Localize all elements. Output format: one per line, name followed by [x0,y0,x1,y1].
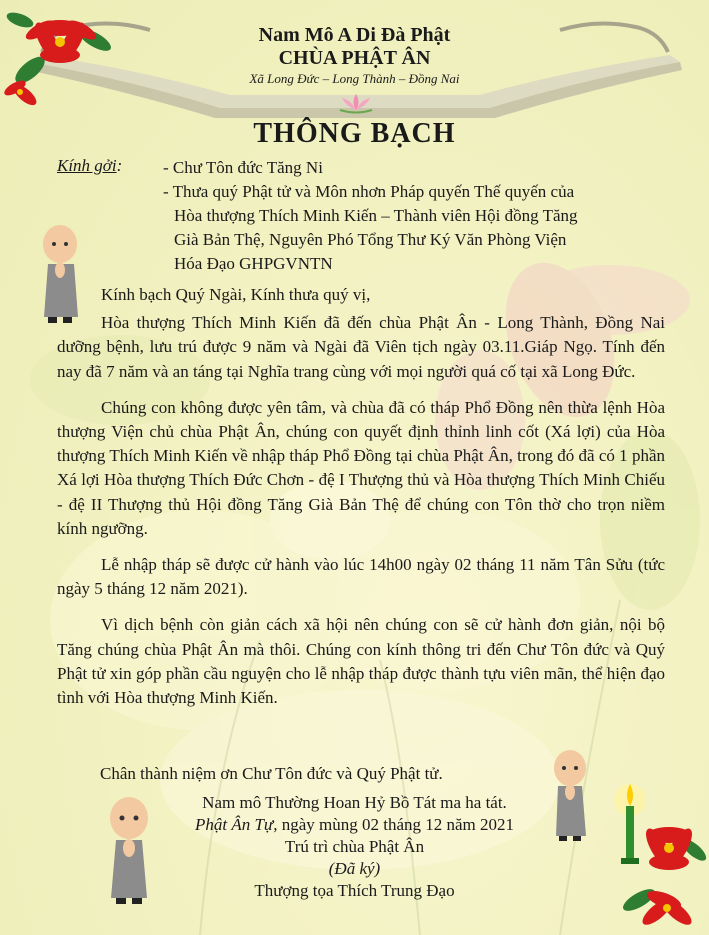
child-monk-icon [104,794,154,909]
lotus-icon [336,92,376,114]
notice-body [57,283,665,722]
poinsettia-flower-icon [0,0,130,115]
recipient-list [163,156,683,276]
recipient-label: Kính gởi: [57,156,123,175]
signature-namo: Nam mô Thường Hoan Hỷ Bồ Tát ma ha tát. [202,793,507,812]
recipient-line: - Thưa quý Phật tử và Môn nhơn Pháp quyến Thế quyến của [163,182,575,201]
signature-place: Phật Ân Tự, [194,815,278,834]
signature-date: ngày mùng 02 tháng 12 năm 2021 [277,815,515,834]
header-namo: Nam Mô A Di Đà Phật [258,24,451,46]
paragraph: Hòa thượng Thích Minh Kiến đã đến chùa Phật Ân - Long Thành, Đồng Nai dưỡng bệnh, lưu trú được 9 năm và Ngài đã Viên tịch ngày 03.11.Giáp Ngọ. Tính đến nay đã 7 năm và an táng tại Nghĩa trang cùng với mọi người quá cố tại xã Long Đức. [57,313,665,381]
signature-role: Trú trì chùa Phật Ân [284,837,425,856]
recipient-line: Hòa thượng Thích Minh Kiến – Thành viên Hội đồng Tăng [174,206,578,225]
child-monk-icon [548,748,593,843]
recipient-line: - Chư Tôn đức Tăng Ni [163,158,323,177]
child-monk-icon [38,222,83,327]
paragraph: Vì dịch bệnh còn giản cách xã hội nên chúng con sẽ cử hành đơn giản, nội bộ Tăng chúng chùa Phật Ân mà thôi. Chúng con kính thông tri đến Chư Tôn đức và Quý Phật tử xin góp phần cầu nguyện cho lễ nhập tháp được thành tựu viên mãn, thể hiện đạo tình với Hòa thượng Minh Kiến. [57,615,665,708]
signature-name: Thượng tọa Thích Trung Đạo [254,881,455,900]
page-title: THÔNG BẠCH [253,118,456,149]
signature-signed: (Đã ký) [328,859,381,878]
paragraph: Lễ nhập tháp sẽ được cử hành vào lúc 14h00 ngày 02 tháng 11 năm Tân Sửu (tức ngày 5 tháng 12 năm 2021). [57,555,665,599]
recipient-line: Già Bản Thệ, Nguyên Phó Tổng Thư Ký Văn Phòng Viện [174,230,567,249]
candle-icon [605,770,655,870]
temple-address: Xã Long Đức – Long Thành – Đồng Nai [249,71,460,86]
closing-line: Chân thành niệm ơn Chư Tôn đức và Quý Phật tử. [100,764,443,783]
greeting: Kính bạch Quý Ngài, Kính thưa quý vị, [101,285,371,304]
paragraph: Chúng con không được yên tâm, và chùa đã có tháp Phổ Đồng nên thừa lệnh Hòa thượng Viện chủ chùa Phật Ân, chúng con quyết định thỉnh linh cốt (Xá lợi) của Hòa thượng Thích Minh Kiến về nhập tháp Phổ Đồng tại chùa Phật Ân, trong đó đã có 1 phần Xá lợi Hòa thượng Thích Đức Chơn - đệ I Thượng thủ và Hòa thượng Thích Minh Chiếu - đệ II Thượng thủ Hội đồng Tăng Già Bản Thệ để chúng con Tôn thờ cho trọn niềm kính ngưỡng. [57,397,665,538]
recipient-line: Hóa Đạo GHPGVNTN [174,254,333,273]
temple-name: CHÙA PHẬT ÂN [278,47,431,69]
